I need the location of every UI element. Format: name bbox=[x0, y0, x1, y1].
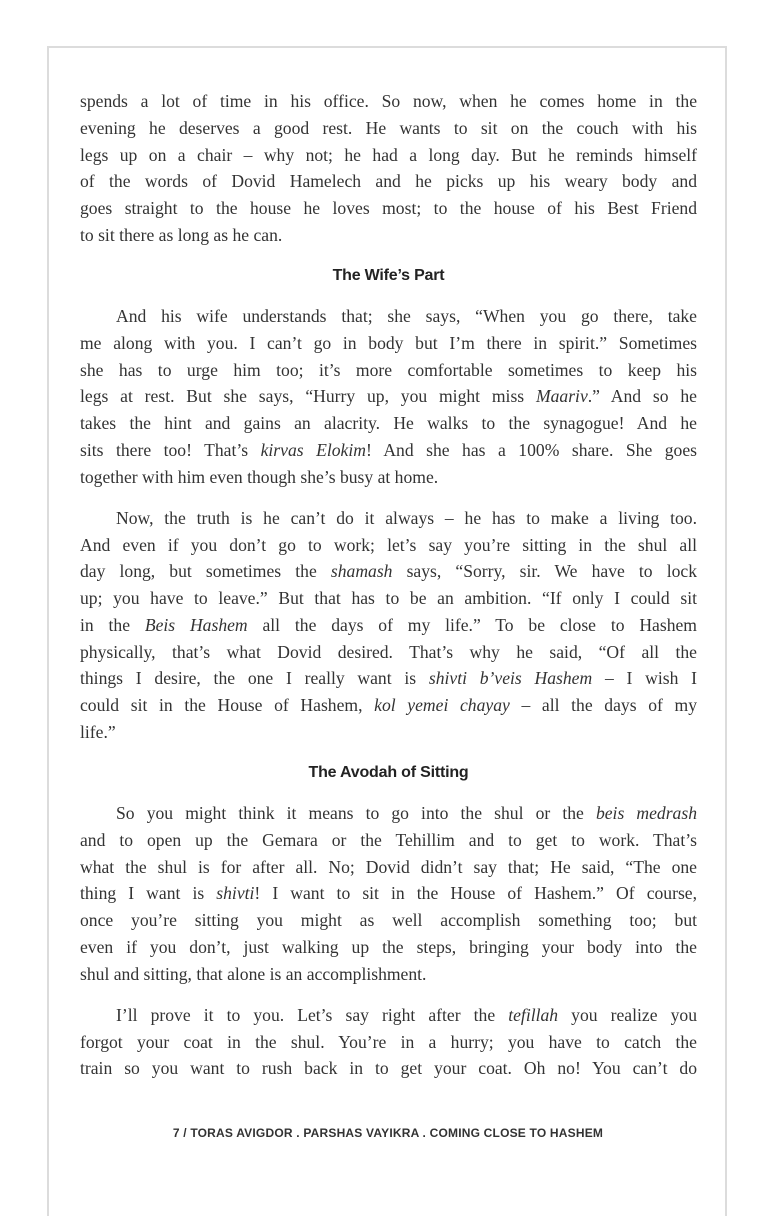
text-line bbox=[80, 1055, 697, 1082]
text-line bbox=[80, 142, 697, 169]
text-line bbox=[80, 464, 697, 491]
text-line bbox=[80, 907, 697, 934]
text-line bbox=[80, 961, 697, 988]
text-run: .” And so he bbox=[587, 386, 697, 407]
text-run: day long, but sometimes the bbox=[80, 561, 331, 582]
text-line bbox=[80, 505, 697, 532]
paragraph bbox=[80, 505, 697, 746]
italic-term: beis medrash bbox=[595, 803, 698, 823]
section-heading: The Wife’s Part bbox=[332, 267, 445, 284]
text-line bbox=[80, 437, 697, 464]
text-line bbox=[80, 383, 697, 410]
text-line bbox=[80, 880, 697, 907]
text-run: up; you have to leave.” But that has to be an ambition. “If only I could sit bbox=[80, 588, 697, 608]
italic-term: shivti bbox=[216, 883, 255, 904]
text-run: me along with you. I can’t go in body but I’m there in spirit.” Sometimes bbox=[80, 332, 697, 353]
text-run: even if you don’t, just walking up the steps, bringing your body into the bbox=[80, 936, 697, 957]
text-line bbox=[80, 1029, 697, 1056]
text-run: ! I want to sit in the House of Hashem.” Of course, bbox=[254, 883, 698, 904]
text-run: ! And she has a 100% share. She goes bbox=[365, 439, 697, 460]
text-run: legs at rest. But she says, “Hurry up, you might miss bbox=[80, 386, 536, 407]
text-run: sits there too! That’s bbox=[80, 439, 261, 460]
paragraph bbox=[80, 88, 697, 249]
paragraph bbox=[80, 1002, 697, 1082]
paragraph bbox=[80, 800, 697, 987]
text-line bbox=[80, 854, 697, 881]
text-run: Now, the truth is he can’t do it always – he has to make a living too. bbox=[116, 507, 697, 528]
text-run: together with him even though she’s busy at home. bbox=[80, 466, 439, 487]
text-run: train so you want to rush back in to get your coat. Oh no! You can’t do bbox=[80, 1058, 697, 1079]
section-heading: The Avodah of Sitting bbox=[308, 764, 469, 781]
text-run: I’ll prove it to you. Let’s say right after the bbox=[116, 1004, 509, 1025]
paragraph bbox=[80, 303, 697, 490]
text-run: she has to urge him too; it’s more comfortable sometimes to keep his bbox=[80, 359, 697, 380]
text-run: And even if you don’t go to work; let’s say you’re sitting in the shul all bbox=[80, 534, 697, 555]
text-run: could sit in the House of Hashem, bbox=[80, 695, 375, 715]
text-line bbox=[80, 410, 697, 437]
text-run: So you might think it means to go into the shul or the bbox=[116, 803, 596, 823]
italic-term: shivti b’veis Hashem bbox=[428, 668, 593, 689]
text-line bbox=[80, 357, 697, 384]
page-footer: 7 / TORAS AVIGDOR . PARSHAS VAYIKRA . COMING CLOSE TO HASHEM bbox=[172, 1126, 604, 1140]
text-run: you realize you bbox=[558, 1004, 697, 1025]
text-run: in the bbox=[80, 614, 145, 635]
text-line bbox=[80, 1002, 697, 1029]
text-run: all the days of my life.” To be close to Hashem bbox=[247, 614, 697, 635]
text-run: says, “Sorry, sir. We have to lock bbox=[392, 561, 697, 582]
text-line bbox=[80, 115, 697, 142]
text-line bbox=[80, 719, 697, 746]
italic-term: Beis Hashem bbox=[144, 614, 248, 635]
text-line bbox=[80, 612, 697, 639]
text-line bbox=[80, 303, 697, 330]
text-run: And his wife understands that; she says, “When you go there, take bbox=[116, 306, 697, 326]
text-run: – I wish I bbox=[592, 668, 697, 689]
text-line bbox=[80, 934, 697, 961]
text-line bbox=[80, 558, 697, 585]
text-run: – all the days of my bbox=[509, 695, 698, 715]
text-line bbox=[80, 88, 697, 115]
text-run: takes the hint and gains an alacrity. He walks to the synagogue! And he bbox=[80, 413, 697, 433]
text-line bbox=[80, 639, 697, 666]
text-line bbox=[80, 692, 697, 719]
italic-term: shamash bbox=[330, 561, 393, 582]
text-run: legs up on a chair – why not; he had a long day. But he reminds himself bbox=[80, 144, 697, 165]
text-run: life.” bbox=[80, 721, 116, 742]
text-run: evening he deserves a good rest. He wants to sit on the couch with his bbox=[80, 117, 697, 138]
italic-term: tefillah bbox=[508, 1004, 559, 1025]
text-run: spends a lot of time in his office. So now, when he comes home in the bbox=[80, 91, 697, 111]
italic-term: kirvas Elokim bbox=[260, 439, 366, 460]
text-run: once you’re sitting you might as well accomplish something too; but bbox=[80, 910, 697, 930]
text-run: shul and sitting, that alone is an accomplishment. bbox=[80, 963, 427, 984]
text-run: goes straight to the house he loves most; to the house of his Best Friend bbox=[80, 198, 697, 218]
text-run: forgot your coat in the shul. You’re in a hurry; you have to catch the bbox=[80, 1031, 697, 1052]
text-run: and to open up the Gemara or the Tehillim and to get to work. That’s bbox=[80, 829, 697, 850]
text-line bbox=[80, 827, 697, 854]
text-line bbox=[80, 532, 697, 559]
text-run: to sit there as long as he can. bbox=[80, 224, 283, 245]
text-run: of the words of Dovid Hamelech and he picks up his weary body and bbox=[80, 171, 697, 192]
text-line bbox=[80, 800, 697, 827]
text-line bbox=[80, 168, 697, 195]
text-run: thing I want is bbox=[80, 883, 217, 904]
text-line bbox=[80, 585, 697, 612]
italic-term: kol yemei chayay bbox=[374, 695, 510, 715]
body-text-column bbox=[80, 88, 697, 1097]
text-line bbox=[80, 330, 697, 357]
text-run: things I desire, the one I really want is bbox=[80, 668, 429, 689]
text-line bbox=[80, 665, 697, 692]
text-line bbox=[80, 195, 697, 222]
text-run: what the shul is for after all. No; Dovid didn’t say that; He said, “The one bbox=[80, 856, 697, 877]
text-line bbox=[80, 222, 697, 249]
italic-term: Maariv bbox=[535, 386, 588, 407]
text-run: physically, that’s what Dovid desired. That’s why he said, “Of all the bbox=[80, 641, 697, 662]
